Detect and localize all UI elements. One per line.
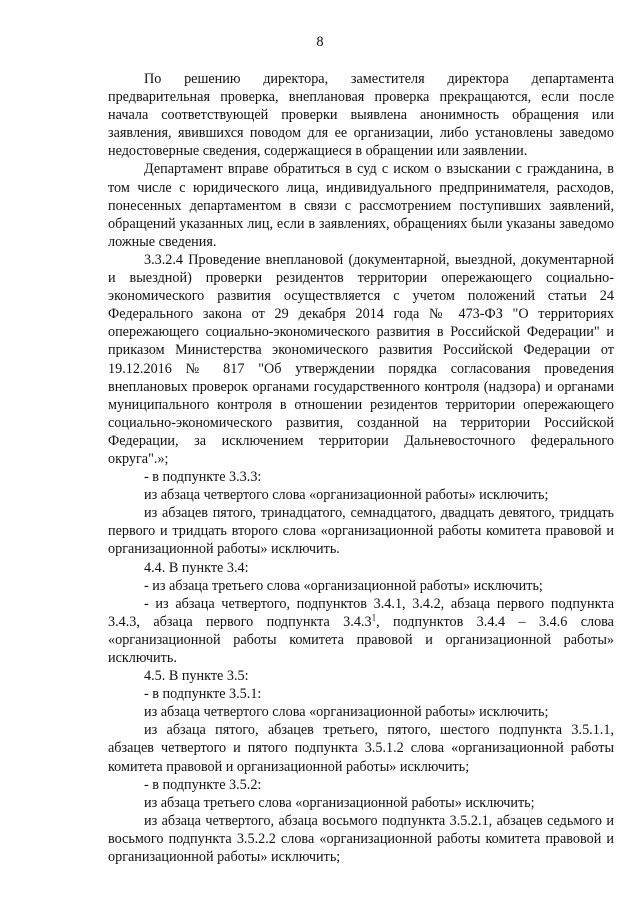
document-body <box>108 70 614 866</box>
paragraph: Департамент вправе обратиться в суд с иском о взыскании с гражданина, в том числе с юридического лица, индивидуального предпринимателя, расходов, понесенных департаментом в связи с рассмотрением поступивших заявлений, обращений указанных лиц, если в заявлениях, обращениях были указаны заведомо ложные сведения. <box>108 161 614 250</box>
paragraph: - в подпункте 3.5.1: <box>144 686 262 703</box>
paragraph: - в подпункте 3.5.2: <box>144 776 262 793</box>
superscript: 1 <box>371 612 377 623</box>
section-heading: 4.5. В пункте 3.5: <box>144 668 249 685</box>
paragraph-text-after: , подпунктов 3.4.4 – 3.4.6 слова «организационной работы комитета правовой и организационной работы» исключить. <box>108 613 614 666</box>
paragraph-with-superscript <box>108 595 614 667</box>
paragraph: из абзаца четвертого слова «организационной работы» исключить; <box>144 487 549 504</box>
paragraph-text-before: - из абзаца четвертого, подпунктов 3.4.1, 3.4.2, абзаца первого подпункта 3.4.3, абзаца первого подпункта 3.4.3 <box>108 595 614 630</box>
paragraph: из абзаца третьего слова «организационной работы» исключить; <box>144 794 535 811</box>
paragraph: - из абзаца третьего слова «организационной работы» исключить; <box>144 577 543 594</box>
section-heading: 4.4. В пункте 3.4: <box>144 559 249 576</box>
paragraph: из абзаца четвертого, абзаца восьмого подпункта 3.5.2.1, абзацев седьмого и восьмого подпункта 3.5.2.2 слова «организационной работы комитета правовой и организационной работы» исключить; <box>108 812 614 866</box>
page-number: 8 <box>316 34 324 50</box>
paragraph: из абзаца четвертого слова «организационной работы» исключить; <box>144 704 549 721</box>
paragraph: - в подпункте 3.3.3: <box>144 469 262 486</box>
paragraph: По решению директора, заместителя директора департамента предварительная проверка, внеплановая проверка прекращаются, если после начала соответствующей проверки выявлена анонимность обращения или заявления, явившихся поводом для ее организации, либо установлены заведомо недостоверные сведения, содержащиеся в обращении или заявлении. <box>108 71 614 160</box>
paragraph: из абзацев пятого, тринадцатого, семнадцатого, двадцать девятого, тридцать первого и тридцать второго слова «организационной работы комитета правовой и организационной работы» исключить. <box>108 505 614 558</box>
paragraph: из абзаца пятого, абзацев третьего, пятого, шестого подпункта 3.5.1.1, абзацев четвертого и пятого подпункта 3.5.1.2 слова «организационной работы комитета правовой и организационной работы» исключить; <box>108 722 614 775</box>
paragraph: 3.3.2.4 Проведение внеплановой (документарной, выездной, документарной и выездной) проверки резидентов территории опережающего социально-экономического развития осуществляется с учетом положений статьи 24 Федерального закона от 29 декабря 2014 года № 473-ФЗ "О территориях опережающего социально-экономического развития в Российской Федерации" и приказом Министерства экономического развития Российской Федерации от 19.12.2016 № 817 "Об утверждении порядка согласования проведения внеплановых проверок органами государственного контроля (надзора) и органами муниципального контроля в отношении резидентов территории опережающего социально-экономического развития, созданной на территории Российской Федерации, за исключением территории Дальневосточного федерального округа".»; <box>108 251 614 467</box>
